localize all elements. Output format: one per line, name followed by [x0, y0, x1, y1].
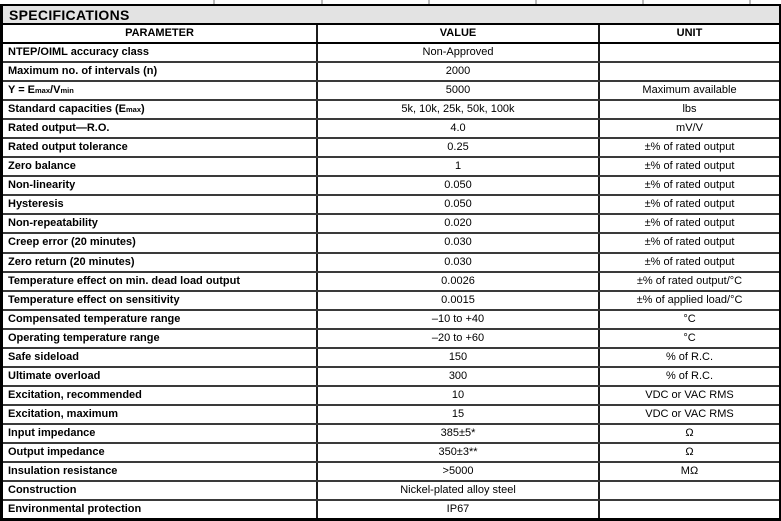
table-row [3, 99, 779, 118]
table-title: SPECIFICATIONS [9, 6, 130, 23]
value-cell: 385±5* [316, 425, 598, 442]
param-text-fragment: Y = E [8, 84, 36, 97]
unit-cell: ±% of rated output [598, 177, 779, 194]
table-row [3, 328, 779, 347]
table-header-row [3, 25, 779, 44]
value-cell: >5000 [316, 463, 598, 480]
unit-cell [598, 44, 779, 61]
table-row [3, 232, 779, 251]
parameter-cell: Rated output tolerance [8, 141, 128, 154]
table-row [3, 461, 779, 480]
unit-cell: % of R.C. [598, 349, 779, 366]
table-body [3, 44, 779, 518]
value-cell: 5000 [316, 82, 598, 99]
unit-cell: °C [598, 330, 779, 347]
table-row [3, 44, 779, 61]
table-row [3, 175, 779, 194]
value-cell: Nickel-plated alloy steel [316, 482, 598, 499]
table-row [3, 442, 779, 461]
column-header-unit: UNIT [598, 25, 779, 42]
value-cell: 0.050 [316, 177, 598, 194]
param-text-fragment: Standard capacities (E [8, 103, 126, 116]
parameter-cell: Input impedance [8, 426, 96, 439]
column-header-value: VALUE [316, 25, 598, 42]
unit-cell: VDC or VAC RMS [598, 387, 779, 404]
unit-cell [598, 501, 779, 518]
value-cell: 1 [316, 158, 598, 175]
parameter-cell: Temperature effect on sensitivity [8, 293, 180, 306]
unit-cell: ±% of rated output [598, 215, 779, 232]
value-cell: Non-Approved [316, 44, 598, 61]
parameter-cell: Excitation, recommended [8, 388, 142, 401]
parameter-cell: Environmental protection [8, 503, 142, 516]
unit-cell [598, 63, 779, 80]
parameter-cell: Zero balance [8, 160, 76, 173]
parameter-cell: NTEP/OIML accuracy class [8, 46, 150, 59]
table-row [3, 385, 779, 404]
unit-cell: Maximum available [598, 82, 779, 99]
table-row [3, 423, 779, 442]
value-cell: 0.050 [316, 196, 598, 213]
parameter-cell: Insulation resistance [8, 465, 118, 478]
parameter-cell: Creep error (20 minutes) [8, 236, 136, 249]
specifications-table [0, 4, 781, 521]
value-cell: 0.0015 [316, 292, 598, 309]
value-cell: IP67 [316, 501, 598, 518]
table-row [3, 366, 779, 385]
table-row [3, 404, 779, 423]
parameter-cell: Standard capacities (E max ) [8, 103, 145, 116]
unit-cell: ±% of rated output [598, 234, 779, 251]
value-cell: 350±3** [316, 444, 598, 461]
table-title-bar [3, 6, 779, 25]
table-row [3, 271, 779, 290]
table-row [3, 137, 779, 156]
table-row [3, 290, 779, 309]
table-row [3, 118, 779, 137]
unit-cell: ±% of rated output [598, 139, 779, 156]
unit-cell: ±% of rated output [598, 254, 779, 271]
unit-cell: ±% of rated output [598, 158, 779, 175]
unit-cell: mV/V [598, 120, 779, 137]
unit-cell: VDC or VAC RMS [598, 406, 779, 423]
value-cell: –10 to +40 [316, 311, 598, 328]
table-row [3, 252, 779, 271]
unit-cell: ±% of rated output/°C [598, 273, 779, 290]
parameter-cell: Compensated temperature range [8, 312, 181, 325]
parameter-cell: Operating temperature range [8, 331, 160, 344]
value-cell: 0.030 [316, 254, 598, 271]
parameter-cell: Excitation, maximum [8, 407, 119, 420]
table-row [3, 480, 779, 499]
table-row [3, 80, 779, 99]
unit-cell: ±% of rated output [598, 196, 779, 213]
parameter-cell: Ultimate overload [8, 369, 101, 382]
parameter-cell: Construction [8, 484, 77, 497]
value-cell: 0.25 [316, 139, 598, 156]
unit-cell: % of R.C. [598, 368, 779, 385]
table-row [3, 194, 779, 213]
table-row [3, 347, 779, 366]
parameter-cell: Rated output—R.O. [8, 122, 110, 135]
parameter-cell: Y = E max /V min [8, 84, 74, 97]
param-text-fragment: ) [141, 103, 145, 116]
table-row [3, 309, 779, 328]
unit-cell: lbs [598, 101, 779, 118]
value-cell: 5k, 10k, 25k, 50k, 100k [316, 101, 598, 118]
unit-cell: Ω [598, 425, 779, 442]
value-cell: 4.0 [316, 120, 598, 137]
unit-cell: ±% of applied load/°C [598, 292, 779, 309]
parameter-cell: Non-repeatability [8, 217, 98, 230]
unit-cell [598, 482, 779, 499]
table-row [3, 213, 779, 232]
parameter-cell: Maximum no. of intervals (n) [8, 65, 158, 78]
value-cell: 2000 [316, 63, 598, 80]
value-cell: 10 [316, 387, 598, 404]
value-cell: 0.030 [316, 234, 598, 251]
parameter-cell: Hysteresis [8, 198, 64, 211]
param-text-fragment: /V [50, 84, 61, 97]
value-cell: 0.020 [316, 215, 598, 232]
unit-cell: °C [598, 311, 779, 328]
column-header-parameter: PARAMETER [125, 27, 194, 39]
value-cell: 15 [316, 406, 598, 423]
parameter-cell: Zero return (20 minutes) [8, 255, 135, 268]
table-row [3, 61, 779, 80]
unit-cell: Ω [598, 444, 779, 461]
table-row [3, 499, 779, 518]
table-row [3, 156, 779, 175]
parameter-cell: Temperature effect on min. dead load output [8, 274, 241, 287]
value-cell: –20 to +60 [316, 330, 598, 347]
value-cell: 300 [316, 368, 598, 385]
parameter-cell: Safe sideload [8, 350, 79, 363]
value-cell: 0.0026 [316, 273, 598, 290]
parameter-cell: Output impedance [8, 446, 105, 458]
parameter-cell: Non-linearity [8, 179, 76, 192]
unit-cell: MΩ [598, 463, 779, 480]
value-cell: 150 [316, 349, 598, 366]
